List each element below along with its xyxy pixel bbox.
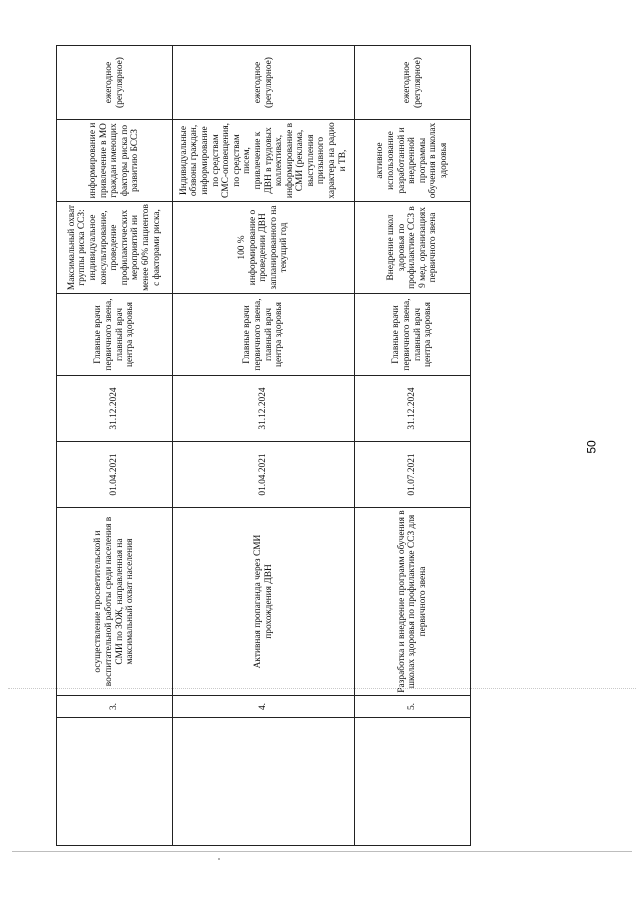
activity-cell: Активная пропаганда через СМИ прохождения ДВН (173, 508, 355, 696)
start-date-cell: 01.04.2021 (57, 442, 173, 508)
end-date-cell: 31.12.2024 (57, 376, 173, 442)
periodicity-cell: ежегодное (регулярное) (173, 46, 355, 120)
activity-cell: осуществление просветительской и воспитательной работы среди населения в СМИ по ЗОЖ, направленная на максимальный охват населения (57, 508, 173, 696)
indicator-cell: 100 % информирование о проведении ДВН запланированного на текущий год (173, 202, 355, 294)
row-number: 4. (173, 696, 355, 718)
action-plan-table (56, 45, 471, 846)
activity-cell: Разработка и внедрение программ обучения в школах здоровья по профилактике ССЗ для первичного звена (355, 508, 471, 696)
result-cell: активное использование разработанной и внедренной программы обучения в школах здоровья (355, 120, 471, 202)
responsible-cell: Главные врачи первичного звена, главный врач центра здоровья (355, 294, 471, 376)
periodicity-cell: ежегодное (регулярное) (57, 46, 173, 120)
responsible-cell: Главные врачи первичного звена, главный врач центра здоровья (173, 294, 355, 376)
page-number: 50 (584, 440, 599, 454)
blank-cell (355, 718, 471, 846)
rotated-table-container (56, 46, 470, 846)
scan-edge-line (12, 851, 632, 852)
blank-cell (173, 718, 355, 846)
result-cell: информирование и привлечение в МО граждан имеющих факторы риска по развитию БССЗ (57, 120, 173, 202)
table-row (355, 46, 471, 846)
start-date-cell: 01.07.2021 (355, 442, 471, 508)
indicator-cell: Максимальный охват группы риска ССЗ: индивидуальное консультирование, проведение профилактических мероприятий ни менее 60% пациентов с факторами риска, (57, 202, 173, 294)
table-row (57, 46, 173, 846)
end-date-cell: 31.12.2024 (173, 376, 355, 442)
periodicity-cell: ежегодное (регулярное) (355, 46, 471, 120)
scan-speck (218, 858, 220, 860)
row-number: 5. (355, 696, 471, 718)
blank-cell (57, 718, 173, 846)
end-date-cell: 31.12.2024 (355, 376, 471, 442)
responsible-cell: Главные врачи первичного звена, главный врач центра здоровья (57, 294, 173, 376)
start-date-cell: 01.04.2021 (173, 442, 355, 508)
table-row (173, 46, 355, 846)
row-number: 3. (57, 696, 173, 718)
indicator-cell: Внедрение школ здоровья по профилактике ССЗ в 9 мед. организациях первичного звена (355, 202, 471, 294)
scan-artifact-line (8, 688, 636, 689)
result-cell: Индивидуальные обзвоны граждан, информирование по средствам СМС-оповещения, по средствам писем, привлечение к ДВН в трудовых коллективах, информирование в СМИ (реклама, выступления призывного характера на радио и ТВ, (173, 120, 355, 202)
